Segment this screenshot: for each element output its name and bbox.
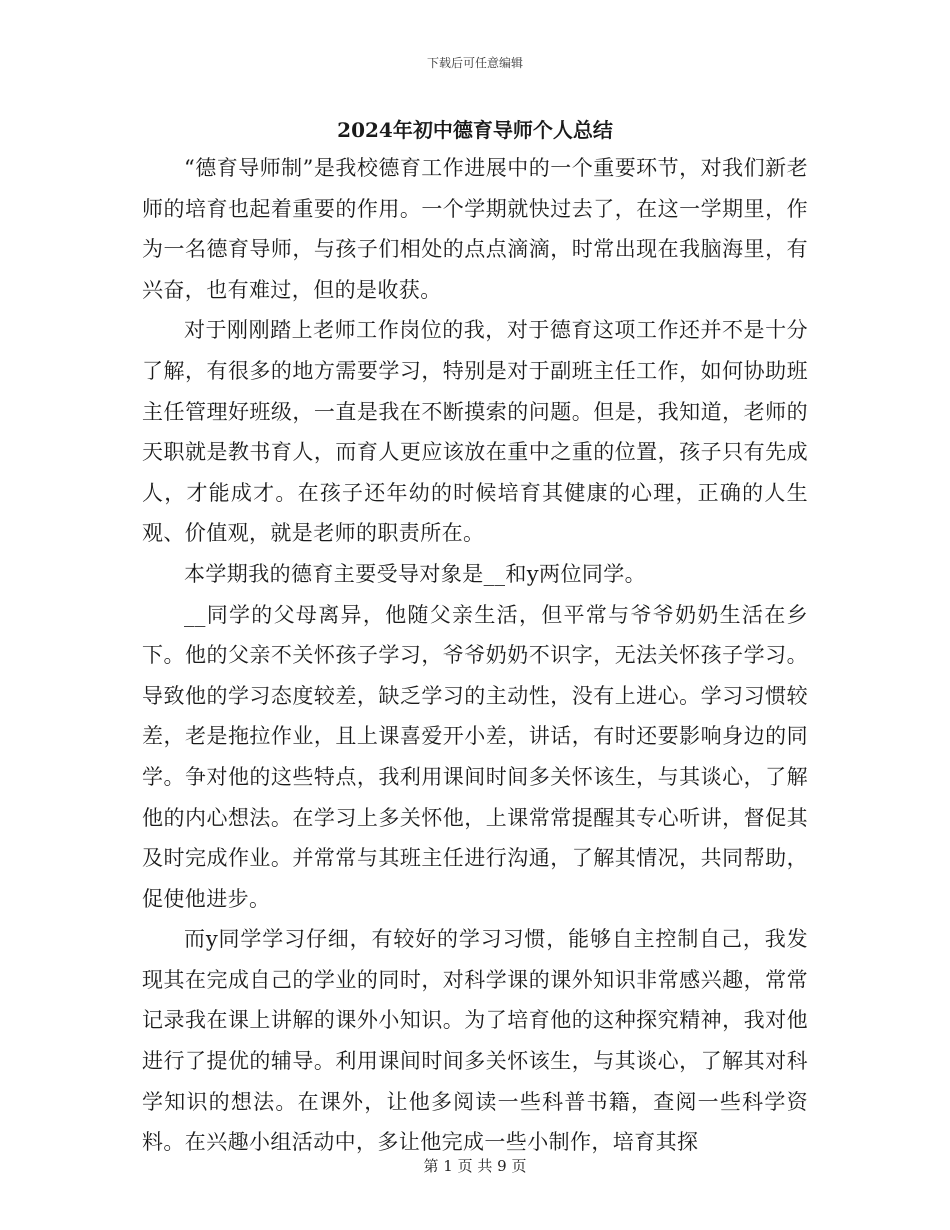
page-number: 第 1 页 共 9 页 [423, 1157, 527, 1175]
document-title: 2024年初中德育导师个人总结 [337, 118, 613, 142]
paragraph-intro: “德育导师制”是我校德育工作进展中的一个重要环节，对我们新老师的培育也起着重要的作用。一个学期就快过去了，在这一学期里，作为一名德育导师，与孩子们相处的点点滴滴，时常出现在我脑海里，有兴奋，也有难过，但的是收获。 [142, 156, 808, 302]
paragraph-targets: 本学期我的德育主要受导对象是__和y两位同学。 [184, 561, 647, 586]
header-note: 下载后可任意编辑 [426, 56, 523, 70]
paragraph-role: 对于刚刚踏上老师工作岗位的我，对于德育这项工作还并不是十分了解，有很多的地方需要学习，特别是对于副班主任工作，如何协助班主任管理好班级，一直是我在不断摸索的问题。但是，我知道，老师的天职就是教书育人，而育人更应该放在重中之重的位置，孩子只有先成人，才能成才。在孩子还年幼的时候培育其健康的心理，正确的人生观、价值观，就是老师的职责所在。 [142, 318, 808, 546]
paragraph-student-y: 而y同学学习仔细，有较好的学习习惯，能够自主控制自己，我发现其在完成自己的学业的同时，对科学课的课外知识非常感兴趣，常常记录我在课上讲解的课外小知识。为了培育他的这种探究精神，我对他进行了提优的辅导。利用课间时间多关怀该生，与其谈心，了解其对科学知识的想法。在课外，让他多阅读一些科普书籍，查阅一些科学资料。在兴趣小组活动中，多让他完成一些小制作，培育其探 [142, 927, 808, 1155]
document-body [142, 148, 808, 1163]
paragraph-student-one: __同学的父母离异，他随父亲生活，但平常与爷爷奶奶生活在乡下。他的父亲不关怀孩子学习，爷爷奶奶不识字，无法关怀孩子学习。导致他的学习态度较差，缺乏学习的主动性，没有上进心。学习习惯较差，老是拖拉作业，且上课喜爱开小差，讲话，有时还要影响身边的同学。争对他的这些特点，我利用课间时间多关怀该生，与其谈心，了解他的内心想法。在学习上多关怀他，上课常常提醒其专心听讲，督促其及时完成作业。并常常与其班主任进行沟通，了解其情况，共同帮助，促使他进步。 [142, 602, 808, 911]
